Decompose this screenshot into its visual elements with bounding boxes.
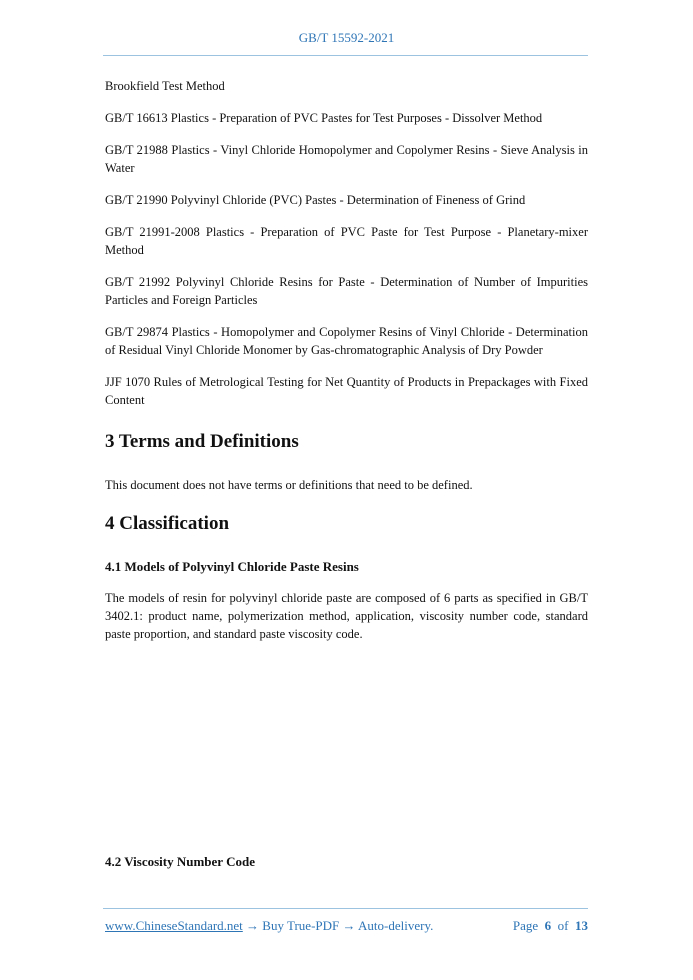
subsection-heading: 4.2 Viscosity Number Code	[105, 854, 255, 869]
reference-item: GB/T 21990 Polyvinyl Chloride (PVC) Pastes - Determination of Fineness of Grind	[105, 193, 526, 207]
section-heading: 4 Classification	[105, 513, 230, 534]
running-header: GB/T 15592-2021	[298, 30, 395, 45]
section-heading: 3 Terms and Definitions	[105, 431, 299, 452]
section-text: This document does not have terms or definitions that need to be defined.	[105, 478, 473, 492]
reference-item: GB/T 21992 Polyvinyl Chloride Resins for Paste - Determination of Number of Impurities Particles and Foreign Particles	[105, 275, 588, 307]
reference-item: GB/T 21988 Plastics - Vinyl Chloride Homopolymer and Copolymer Resins - Sieve Analysis in Water	[105, 143, 588, 175]
footer-tagline: → Buy True-PDF → Auto-delivery.	[242, 918, 434, 933]
website-link[interactable]: www.ChineseStandard.net	[105, 918, 243, 933]
footer-rule	[103, 908, 588, 909]
footer	[105, 918, 588, 934]
subsection-heading: 4.1 Models of Polyvinyl Chloride Paste Resins	[105, 559, 359, 574]
reference-item: JJF 1070 Rules of Metrological Testing for Net Quantity of Products in Prepackages with Fixed Content	[105, 375, 588, 407]
section-text: The models of resin for polyvinyl chloride paste are composed of 6 parts as specified in GB/T 3402.1: product name, polymerization method, application, viscosity number code, standard paste proportion, and standard paste viscosity code.	[105, 591, 588, 641]
reference-item: GB/T 29874 Plastics - Homopolymer and Copolymer Resins of Vinyl Chloride - Determination of Residual Vinyl Chloride Monomer by Gas-chromatographic Analysis of Dry Powder	[105, 325, 588, 357]
reference-item: Brookfield Test Method	[105, 79, 225, 93]
reference-item: GB/T 21991-2008 Plastics - Preparation of PVC Paste for Test Purpose - Planetary-mixer Method	[105, 225, 588, 257]
page-number: Page 6 of 13	[512, 918, 588, 933]
header-rule	[103, 55, 588, 56]
reference-item: GB/T 16613 Plastics - Preparation of PVC Pastes for Test Purposes - Dissolver Method	[105, 111, 543, 125]
